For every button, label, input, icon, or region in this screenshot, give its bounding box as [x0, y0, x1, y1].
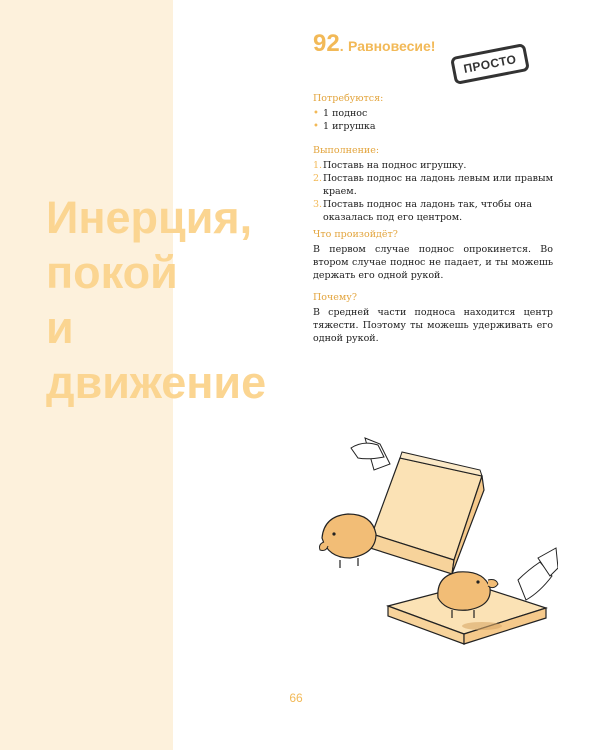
list-item-text: 1 поднос — [323, 108, 368, 119]
step-text: Поставь на поднос игрушку. — [323, 160, 467, 171]
chapter-title-line: Инерция, — [46, 192, 253, 243]
step-item — [313, 198, 553, 224]
list-item — [313, 120, 553, 133]
step-number: 1. — [313, 160, 323, 171]
why-section — [313, 292, 553, 345]
experiment-title: Равновесие! — [348, 38, 436, 54]
difficulty-label: ПРОСТО — [462, 52, 518, 76]
chapter-title-line: движение — [46, 357, 267, 408]
step-item — [313, 159, 553, 172]
bullet-icon: • — [313, 108, 319, 119]
step-item — [313, 172, 553, 198]
chapter-title — [46, 190, 266, 410]
chapter-title-line: и — [46, 302, 74, 353]
tipping-tray-drawing — [320, 438, 485, 574]
steps-list — [313, 159, 553, 224]
what-happens-label: Что произойдёт? — [313, 229, 398, 240]
needs-list — [313, 107, 553, 133]
difficulty-stamp — [450, 43, 530, 85]
steps-label: Выполнение: — [313, 145, 380, 156]
bullet-icon: • — [313, 121, 319, 132]
why-label: Почему? — [313, 292, 357, 303]
what-happens-text: В первом случае поднос опрокинется. Во втором случае поднос не падает, и ты можешь держать его одной рукой. — [313, 244, 553, 281]
steps-section — [313, 145, 553, 224]
step-number: 3. — [313, 199, 323, 210]
experiment-heading — [313, 30, 435, 58]
list-item — [313, 107, 553, 120]
needs-section — [313, 93, 553, 133]
what-happens-section — [313, 229, 553, 282]
step-text: Поставь поднос на ладонь левым или правым краем. — [323, 173, 553, 197]
step-text: Поставь поднос на ладонь так, чтобы она оказалась под его центром. — [323, 199, 533, 223]
list-item-text: 1 игрушка — [323, 121, 376, 132]
why-text: В средней части подноса находится центр тяжести. Поэтому ты можешь удерживать его одной рукой. — [313, 307, 553, 344]
experiment-number: 92 — [313, 30, 340, 57]
chapter-title-line: покой — [46, 247, 178, 298]
tray-balance-illustration — [318, 430, 558, 665]
step-number: 2. — [313, 173, 323, 184]
needs-label: Потребуются: — [313, 93, 384, 104]
page-number: 66 — [289, 691, 303, 705]
experiment-number-dot: . — [339, 38, 344, 54]
